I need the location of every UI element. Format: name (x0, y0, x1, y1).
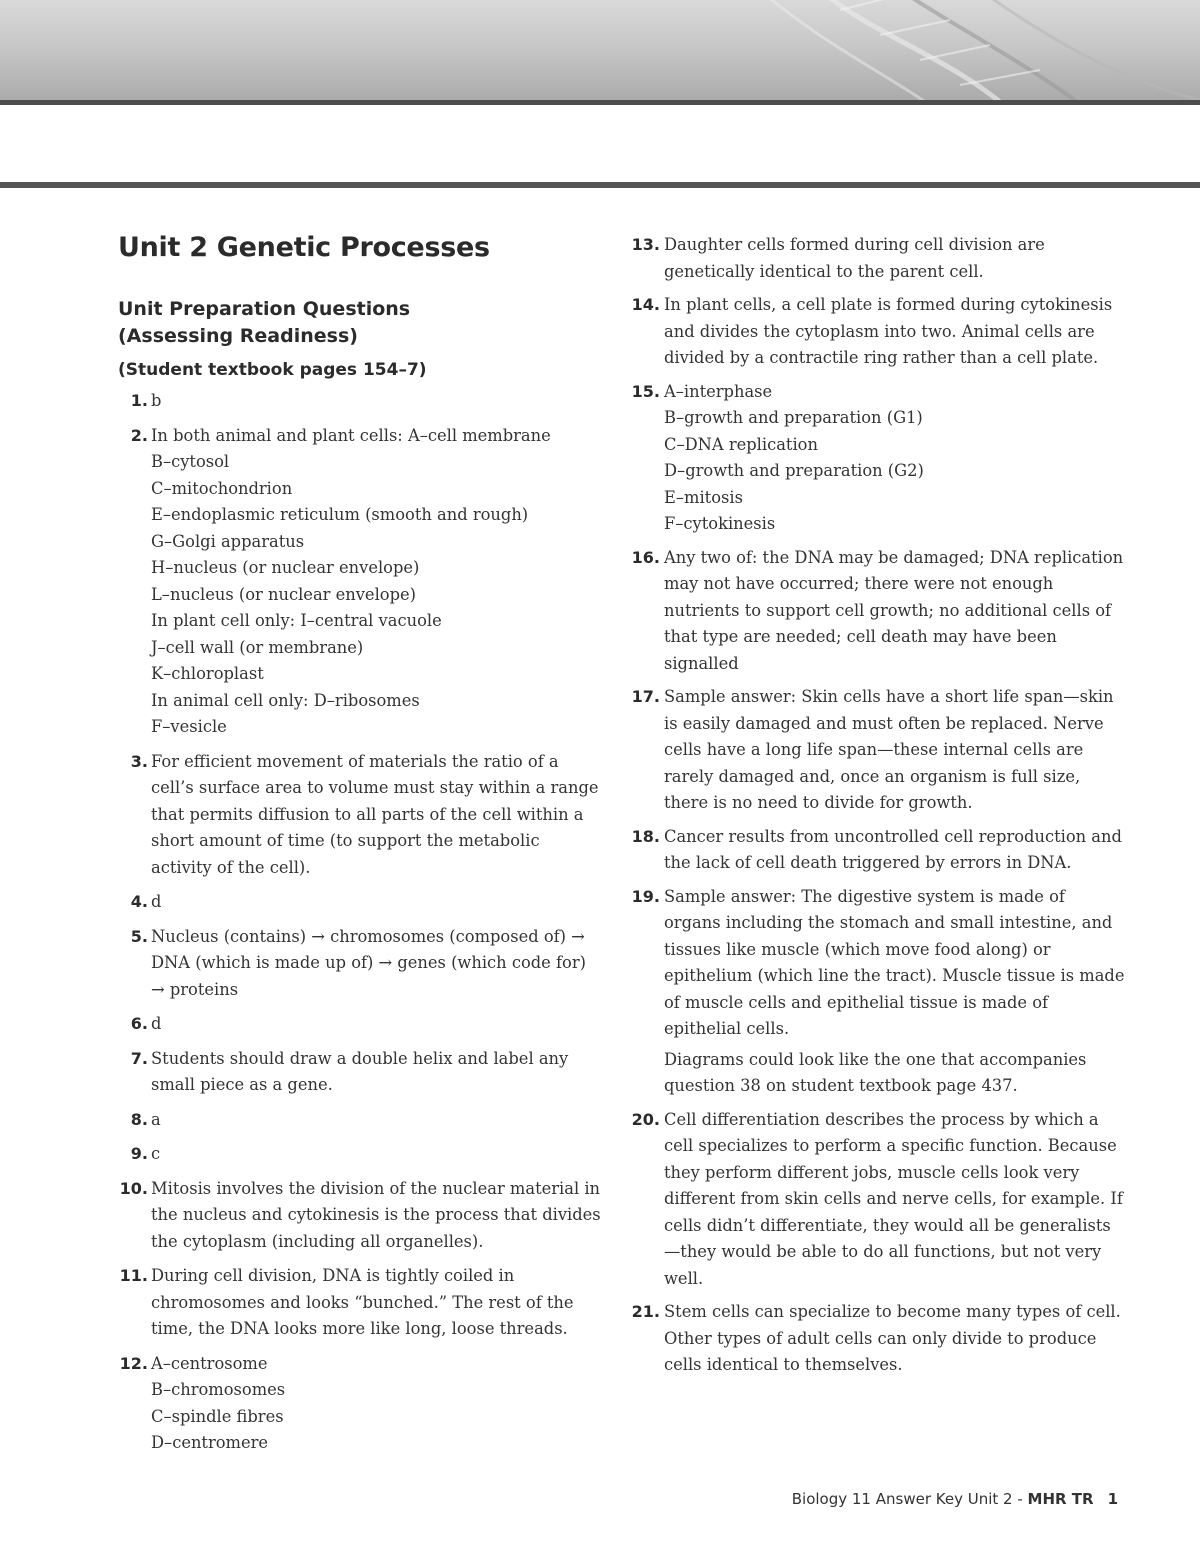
answer-text: In plant cells, a cell plate is formed during cytokinesis and divides the cytoplasm into two. Animal cells are divided by a contractile ring rather than a cell plate. (664, 295, 1113, 367)
answer-number: 1. (130, 391, 148, 410)
answer-number: 2. (130, 425, 148, 445)
answer-number: 17. (631, 687, 660, 706)
answer-number: 18. (631, 826, 660, 846)
answer-text: Cell differentiation describes the process by which a cell specializes to perform a specific function. Because they perform different jobs, muscle cells look very different from skin cells and nerve cells, for example. If cells didn’t differentiate, they would all be generalists—they would be able to do all functions, but not very well. (664, 1109, 1123, 1288)
answer-number: 16. (631, 547, 660, 567)
answer-line: D–growth and preparation (G2) (664, 461, 924, 480)
section-title-sub: (Assessing Readiness) (118, 325, 358, 347)
answer-number: 5. (130, 926, 148, 946)
answer-12 (118, 1351, 603, 1457)
answer-line: C–mitochondrion (151, 478, 293, 498)
answer-number: 15. (631, 381, 660, 401)
answer-10 (118, 1176, 603, 1256)
answer-number: 4. (130, 892, 148, 911)
answer-text: Mitosis involves the division of the nuclear material in the nucleus and cytokinesis is the process that divides the cytoplasm (including all organelles). (151, 1178, 601, 1251)
answer-text: During cell division, DNA is tightly coiled in chromosomes and looks “bunched.” The rest of the time, the DNA looks more like long, loose threads. (151, 1266, 574, 1338)
answer-line: B–growth and preparation (G1) (664, 408, 923, 427)
answer-text: Sample answer: The digestive system is made of organs including the stomach and small intestine, and tissues like muscle (which move food along) or epithelium (which line the tract). Muscle tissue is made of muscle cells and epithelial tissue is made of epithelial cells. (664, 886, 1125, 1038)
answer-8 (118, 1107, 603, 1134)
unit-title: Unit 2 Genetic Processes (118, 232, 490, 263)
answer-line: F–cytokinesis (664, 514, 776, 533)
answer-7 (118, 1046, 603, 1099)
header-rule (0, 182, 1200, 188)
answer-text: a (151, 1109, 161, 1129)
answer-text: Stem cells can specialize to become many types of cell. Other types of adult cells can only divide to produce cells identical to themselves. (664, 1302, 1121, 1374)
answer-line: B–chromosomes (151, 1380, 286, 1399)
answer-6 (118, 1011, 603, 1038)
answer-line: A–centrosome (151, 1353, 268, 1373)
answer-11 (118, 1263, 603, 1343)
answer-line: E–endoplasmic reticulum (smooth and rough) (151, 505, 529, 524)
answer-number: 10. (119, 1178, 148, 1198)
answer-15 (626, 379, 1126, 538)
right-column (626, 232, 1126, 1386)
footer-publisher: MHR TR (1027, 1490, 1094, 1508)
answer-text: d (151, 1014, 162, 1033)
answer-line: J–cell wall (or membrane) (151, 637, 364, 657)
answer-number: 21. (631, 1302, 660, 1321)
answer-text: b (151, 391, 162, 410)
answer-2 (118, 423, 603, 741)
answer-18 (626, 824, 1126, 877)
answer-17 (626, 684, 1126, 817)
answer-line: F–vesicle (151, 717, 227, 736)
answer-16 (626, 545, 1126, 678)
answer-text: Students should draw a double helix and label any small piece as a gene. (151, 1048, 569, 1094)
answer-number: 20. (631, 1109, 660, 1129)
answer-number: 13. (631, 235, 660, 254)
dna-helix-graphic (0, 0, 1200, 104)
answer-text: Cancer results from uncontrolled cell reproduction and the lack of cell death triggered by errors in DNA. (664, 826, 1122, 872)
answer-line: C–spindle fibres (151, 1406, 284, 1426)
answer-text: Sample answer: Skin cells have a short life span—skin is easily damaged and must often be replaced. Nerve cells have a long life span—these internal cells are rarely damaged and, once an organism is full size, there is no need to divide for growth. (664, 687, 1114, 812)
section-subtitle: (Student textbook pages 154–7) (118, 360, 427, 380)
answer-line: In both animal and plant cells: A–cell membrane (151, 425, 551, 445)
answer-1 (118, 388, 603, 415)
answer-number: 6. (130, 1014, 148, 1033)
answer-number: 19. (631, 886, 660, 906)
header-banner (0, 0, 1200, 104)
answer-text-extra: Diagrams could look like the one that accompanies question 38 on student textbook page 437. (664, 1049, 1087, 1095)
answer-line: D–centromere (151, 1433, 269, 1452)
section-title: Unit Preparation Questions (118, 298, 411, 320)
answer-13 (626, 232, 1126, 285)
page-footer (792, 1490, 1118, 1508)
answer-number: 12. (119, 1353, 148, 1373)
answer-line: B–cytosol (151, 452, 230, 471)
footer-text: Biology 11 Answer Key Unit 2 - (791, 1490, 1028, 1508)
answer-line: In plant cell only: I–central vacuole (151, 611, 442, 630)
answer-text: Daughter cells formed during cell division are genetically identical to the parent cell. (664, 235, 1045, 281)
banner-bottom-line (0, 100, 1200, 105)
answer-21 (626, 1299, 1126, 1379)
answer-number: 11. (119, 1266, 148, 1285)
answer-number: 7. (130, 1048, 148, 1068)
answer-9 (118, 1141, 603, 1168)
answer-line: L–nucleus (or nuclear envelope) (151, 584, 416, 604)
answer-19 (626, 884, 1126, 1100)
answer-5 (118, 924, 603, 1004)
answer-line: In animal cell only: D–ribosomes (151, 690, 420, 710)
left-column (118, 230, 603, 1465)
answer-3 (118, 749, 603, 882)
answer-text: c (151, 1144, 161, 1163)
answer-line: C–DNA replication (664, 434, 818, 454)
answer-text: For efficient movement of materials the ratio of a cell’s surface area to volume must stay within a range that permits diffusion to all parts of the cell within a short amount of time (to support the metabolic activity of the cell). (151, 751, 599, 877)
answer-line: A–interphase (664, 381, 773, 401)
answer-line: G–Golgi apparatus (151, 531, 305, 551)
answer-text: Nucleus (contains) → chromosomes (composed of) → DNA (which is made up of) → genes (which code for) → proteins (151, 926, 586, 999)
answer-line: E–mitosis (664, 487, 743, 507)
answer-number: 9. (130, 1144, 148, 1163)
answer-20 (626, 1107, 1126, 1293)
answer-14 (626, 292, 1126, 372)
answer-text: Any two of: the DNA may be damaged; DNA replication may not have occurred; there were not enough nutrients to support cell growth; no additional cells of that type are needed; cell death may have been signalled (664, 547, 1124, 673)
answer-number: 14. (631, 295, 660, 314)
answer-line: H–nucleus (or nuclear envelope) (151, 558, 420, 577)
answer-text: d (151, 892, 162, 911)
page-number: 1 (1107, 1490, 1118, 1508)
answer-number: 3. (130, 751, 148, 771)
answer-4 (118, 889, 603, 916)
answer-line: K–chloroplast (151, 664, 264, 683)
answer-number: 8. (130, 1109, 148, 1129)
